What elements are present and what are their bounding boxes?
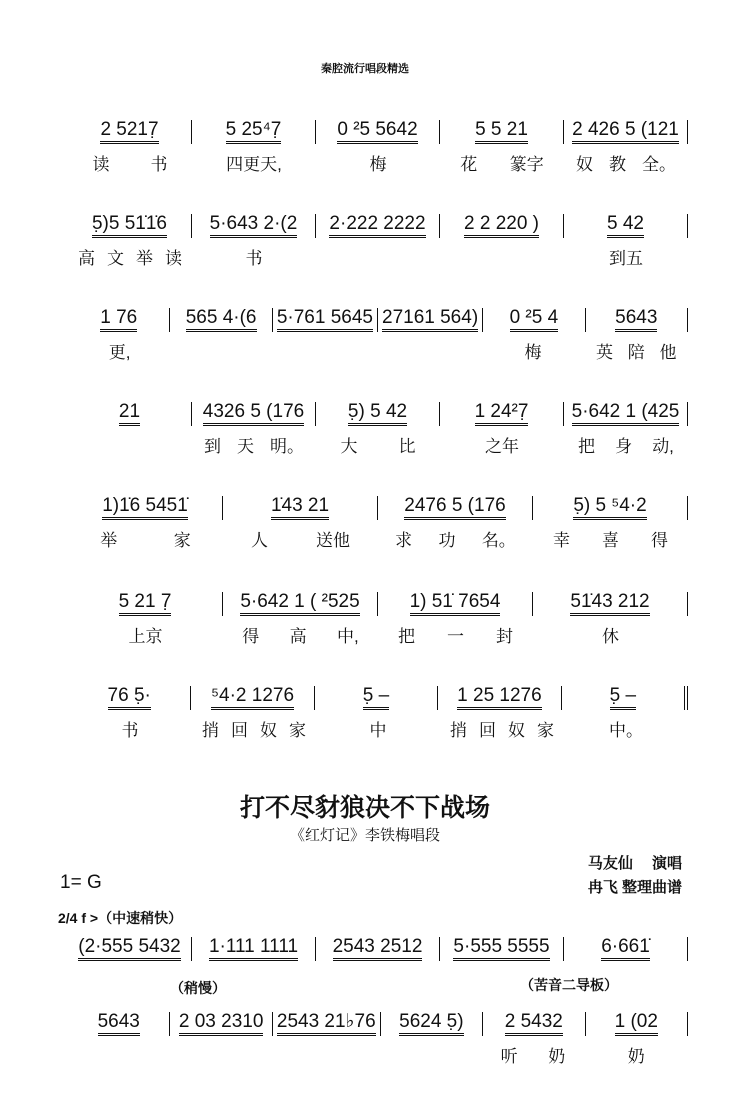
measure (533, 496, 688, 520)
measure-notes: 5·555 5555 (453, 937, 549, 961)
measure (378, 592, 533, 616)
lyric-word: 之年 (485, 437, 519, 456)
measure-notes: 1 (02 (615, 1012, 658, 1036)
lyric-word: 名。 (481, 531, 516, 550)
measure (381, 1012, 483, 1036)
measure-lyrics (564, 716, 688, 741)
measure-lyrics (223, 622, 378, 647)
lyric-word: 举 (100, 531, 118, 550)
measure (564, 214, 688, 238)
notes-line (68, 935, 688, 961)
measure (440, 120, 564, 144)
measure-notes: 5 5 21 (475, 120, 528, 144)
measure-lyrics (585, 338, 688, 363)
measure-notes: 27161 564) (382, 308, 478, 332)
notes-line (68, 212, 688, 238)
lyric-word: 篆字 (509, 155, 544, 174)
measure-lyrics (171, 1042, 274, 1067)
lyric-word: 得 (651, 531, 668, 550)
lyrics-line (68, 338, 688, 363)
notes-line (68, 684, 688, 710)
lyric-word: 花 (460, 155, 478, 174)
measure-notes: 2·222 2222 (329, 214, 425, 238)
notes-line (68, 590, 688, 616)
measure (483, 1012, 585, 1036)
lyrics-line (68, 432, 688, 457)
lyric-word: 上京 (128, 627, 163, 646)
lyric-word: 读 (165, 249, 182, 268)
measure-notes: 2543 21♭76 (277, 1012, 376, 1036)
measure (68, 592, 223, 616)
measure-notes: 5·642 1 (425 (572, 402, 680, 426)
lyric-word: 读 (92, 155, 110, 174)
measure-notes: 1̇43 21 (271, 496, 329, 520)
measure-notes: 1 24²7̣ (475, 402, 529, 426)
lyric-word: 得 (242, 627, 260, 646)
measure (440, 402, 564, 426)
lyric-word: 中, (337, 627, 359, 646)
measure-lyrics (585, 1042, 688, 1067)
measure-lyrics (564, 432, 688, 457)
measure-notes: 51̇43 212 (570, 592, 649, 616)
lyric-word: 奶 (627, 1047, 645, 1066)
measure-lyrics (316, 244, 440, 269)
lyric-word: 比 (398, 437, 416, 456)
measure-lyrics (68, 526, 223, 551)
lyric-word: 家 (173, 531, 191, 550)
measure (378, 308, 483, 332)
notes-line (68, 1010, 688, 1036)
score-system (68, 306, 688, 363)
measure (170, 308, 272, 332)
tempo-marking-banshi: （苦音二导板） (520, 977, 618, 993)
measure-lyrics (68, 622, 223, 647)
measure-lyrics (481, 338, 584, 363)
measure-lyrics (171, 338, 274, 363)
measure (316, 120, 440, 144)
lyric-word: 明。 (270, 437, 304, 456)
measure-lyrics (481, 1042, 584, 1067)
measure (68, 214, 192, 238)
measure-notes: 5·643 2·(2 (210, 214, 298, 238)
lyric-word: 听 (500, 1047, 518, 1066)
lyric-word: 高 (289, 627, 307, 646)
measure (68, 496, 223, 520)
lyric-word: 奴 (260, 721, 277, 740)
measure (192, 402, 316, 426)
measure (223, 592, 378, 616)
measure-lyrics (378, 1042, 481, 1067)
measure-notes: 76 5̣· (108, 686, 151, 710)
measure-notes: 5 25⁴7̣ (226, 120, 282, 144)
measure (68, 308, 170, 332)
measure-notes: 5̣)5 51̇1̇6 (92, 214, 167, 238)
measure-lyrics (192, 244, 316, 269)
lyric-word: 求 (395, 531, 413, 550)
measure-lyrics (68, 338, 171, 363)
lyric-word: 人 (251, 531, 268, 550)
lyrics-line (68, 150, 688, 175)
lyric-word: 捎 (202, 721, 219, 740)
measure (68, 937, 192, 961)
measure-lyrics (533, 622, 688, 647)
measure-lyrics (68, 244, 192, 269)
score-system (68, 494, 688, 551)
measure-notes: 6·661̇ (601, 937, 650, 961)
notes-line (68, 306, 688, 332)
measure-lyrics (440, 716, 564, 741)
measure (586, 1012, 688, 1036)
lyric-word: 喜 (602, 531, 619, 550)
measure-lyrics (378, 622, 533, 647)
measure-notes: 5̣) 5 42 (348, 402, 407, 426)
measure-notes: 2 5217̣ (100, 120, 158, 144)
key-signature: 1= G (60, 872, 102, 893)
measure (68, 1012, 170, 1036)
measure (315, 686, 438, 710)
measure-notes: 5643 (98, 1012, 140, 1036)
measure-lyrics (275, 338, 378, 363)
measure-lyrics (440, 244, 564, 269)
lyric-word: 到 (204, 437, 221, 456)
lyrics-line (68, 622, 688, 647)
measure (316, 937, 440, 961)
measure (316, 402, 440, 426)
lyric-word: 书 (150, 155, 168, 174)
lyric-word: 全。 (642, 155, 676, 174)
lyric-word: 奴 (576, 155, 593, 174)
measure (562, 686, 688, 710)
score-system (68, 590, 688, 647)
notes-line (68, 400, 688, 426)
measure-notes: 1·111 1111 (209, 937, 298, 961)
measure-notes: 1)1̇6 5451̇ (102, 496, 188, 520)
lyric-word: 中。 (609, 721, 643, 740)
measure-notes: 5̣ – (610, 686, 636, 710)
measure-notes: (2·555 5432 (78, 937, 180, 961)
measure-notes: 21 (119, 402, 140, 426)
measure-notes: 5̣) 5 ⁵4·2 (573, 496, 646, 520)
lyric-word: 大 (340, 437, 358, 456)
measure (564, 120, 688, 144)
tempo-marking: 2/4 f >（中速稍快） (58, 910, 183, 926)
lyric-word: 英 (596, 343, 614, 362)
measure-notes: 5 42 (607, 214, 644, 238)
lyric-word: 文 (107, 249, 124, 268)
measure-lyrics (533, 526, 688, 551)
measure (192, 214, 316, 238)
tempo-marking-slower: （稍慢） (170, 980, 226, 996)
measure (192, 120, 316, 144)
lyric-word: 功 (438, 531, 456, 550)
measure-notes: 565 4·(6 (186, 308, 257, 332)
score-system (68, 1010, 688, 1067)
measure (68, 402, 192, 426)
measure-notes: 2 5432 (505, 1012, 563, 1036)
lyrics-line (68, 1042, 688, 1067)
lyric-word: 教 (609, 155, 626, 174)
lyric-word: 梅 (369, 155, 387, 174)
lyric-word: 到五 (609, 249, 643, 268)
lyrics-line (68, 716, 688, 741)
measure (378, 496, 533, 520)
song-title: 打不尽豺狼决不下战场 (239, 793, 490, 822)
measure-notes: 5·761 5645 (277, 308, 373, 332)
lyrics-line (68, 244, 688, 269)
lyric-word: 书 (121, 721, 139, 740)
lyric-word: 他 (659, 343, 677, 362)
measure-lyrics (223, 526, 378, 551)
measure (316, 214, 440, 238)
score-system (68, 684, 688, 741)
measure-lyrics (68, 432, 192, 457)
lyric-word: 更, (108, 343, 131, 362)
measure-lyrics (378, 526, 533, 551)
measure-notes: 5·642 1 ( ²525 (240, 592, 359, 616)
lyric-word: 送他 (316, 531, 350, 550)
measure-lyrics (564, 244, 688, 269)
measure-lyrics (275, 1042, 378, 1067)
lyric-word: 高 (78, 249, 95, 268)
lyric-word: 举 (136, 249, 153, 268)
lyric-word: 休 (602, 627, 619, 646)
lyric-word: 动, (652, 437, 674, 456)
measure-lyrics (68, 716, 192, 741)
score-system (68, 212, 688, 269)
lyric-word: 陪 (627, 343, 645, 362)
measure-lyrics (316, 716, 440, 741)
measure-notes: 1 25 1276 (457, 686, 542, 710)
measure-notes: 1 76 (100, 308, 137, 332)
lyric-word: 回 (231, 721, 248, 740)
measure (170, 1012, 272, 1036)
lyric-word: 书 (245, 249, 263, 268)
measure (273, 308, 378, 332)
measure-lyrics (68, 1042, 171, 1067)
measure-notes: 2 426 5 (121 (572, 120, 679, 144)
lyric-word: 奴 (508, 721, 525, 740)
measure (483, 308, 585, 332)
performer-credit: 马友仙 演唱 (587, 855, 682, 872)
lyric-word: 把 (398, 627, 415, 646)
measure-lyrics (316, 150, 440, 175)
lyric-word: 家 (537, 721, 554, 740)
notes-line (68, 494, 688, 520)
lyric-word: 一 (447, 627, 464, 646)
score-system (68, 400, 688, 457)
lyric-word: 幸 (553, 531, 570, 550)
lyric-word: 中 (369, 721, 387, 740)
measure (438, 686, 561, 710)
measure-lyrics (564, 150, 688, 175)
measure-lyrics (378, 338, 481, 363)
measure-notes: 2476 5 (176 (404, 496, 505, 520)
measure-notes: ⁵4·2 1276 (211, 686, 294, 710)
measure-lyrics (440, 432, 564, 457)
measure (223, 496, 378, 520)
measure-notes: 2543 2512 (333, 937, 423, 961)
running-header: 秦腔流行唱段精选 (321, 63, 409, 75)
measure-notes: 5643 (615, 308, 657, 332)
measure-lyrics (192, 150, 316, 175)
measure-notes: 4326 5 (176 (203, 402, 304, 426)
measure-lyrics (316, 432, 440, 457)
measure (68, 686, 191, 710)
measure (586, 308, 688, 332)
lyric-word: 捎 (450, 721, 467, 740)
lyric-word: 把 (578, 437, 596, 456)
score-system (68, 118, 688, 175)
measure-notes: 2 2 220 ) (464, 214, 539, 238)
measure-lyrics (192, 716, 316, 741)
measure-lyrics (440, 150, 564, 175)
measure (440, 214, 564, 238)
measure-notes: 5̣ – (363, 686, 389, 710)
measure-lyrics (192, 432, 316, 457)
measure (68, 120, 192, 144)
measure-notes: 5624 5̣) (399, 1012, 463, 1036)
measure (440, 937, 564, 961)
lyric-word: 梅 (524, 343, 542, 362)
measure (533, 592, 688, 616)
lyric-word: 身 (615, 437, 633, 456)
measure (192, 937, 316, 961)
measure-notes: 0 ²5 4 (510, 308, 559, 332)
measure (564, 937, 688, 961)
arranger-credit: 冉飞 整理曲谱 (587, 879, 682, 896)
measure-notes: 0 ²5 5642 (337, 120, 417, 144)
lyric-word: 四更天, (226, 155, 282, 174)
measure-notes: 2 03 2310 (179, 1012, 264, 1036)
measure-notes: 1) 51̇ 7654 (410, 592, 501, 616)
measure (191, 686, 314, 710)
measure (564, 402, 688, 426)
measure-notes: 5 21 7̣ (119, 592, 172, 616)
notes-line (68, 118, 688, 144)
lyric-word: 家 (289, 721, 306, 740)
lyric-word: 封 (496, 627, 513, 646)
lyric-word: 回 (479, 721, 496, 740)
score-system (68, 935, 688, 967)
lyrics-line (68, 526, 688, 551)
lyric-word: 奶 (548, 1047, 566, 1066)
song-subtitle: 《红灯记》李铁梅唱段 (289, 827, 440, 844)
lyric-word: 天 (237, 437, 254, 456)
measure (273, 1012, 381, 1036)
measure-lyrics (68, 150, 192, 175)
